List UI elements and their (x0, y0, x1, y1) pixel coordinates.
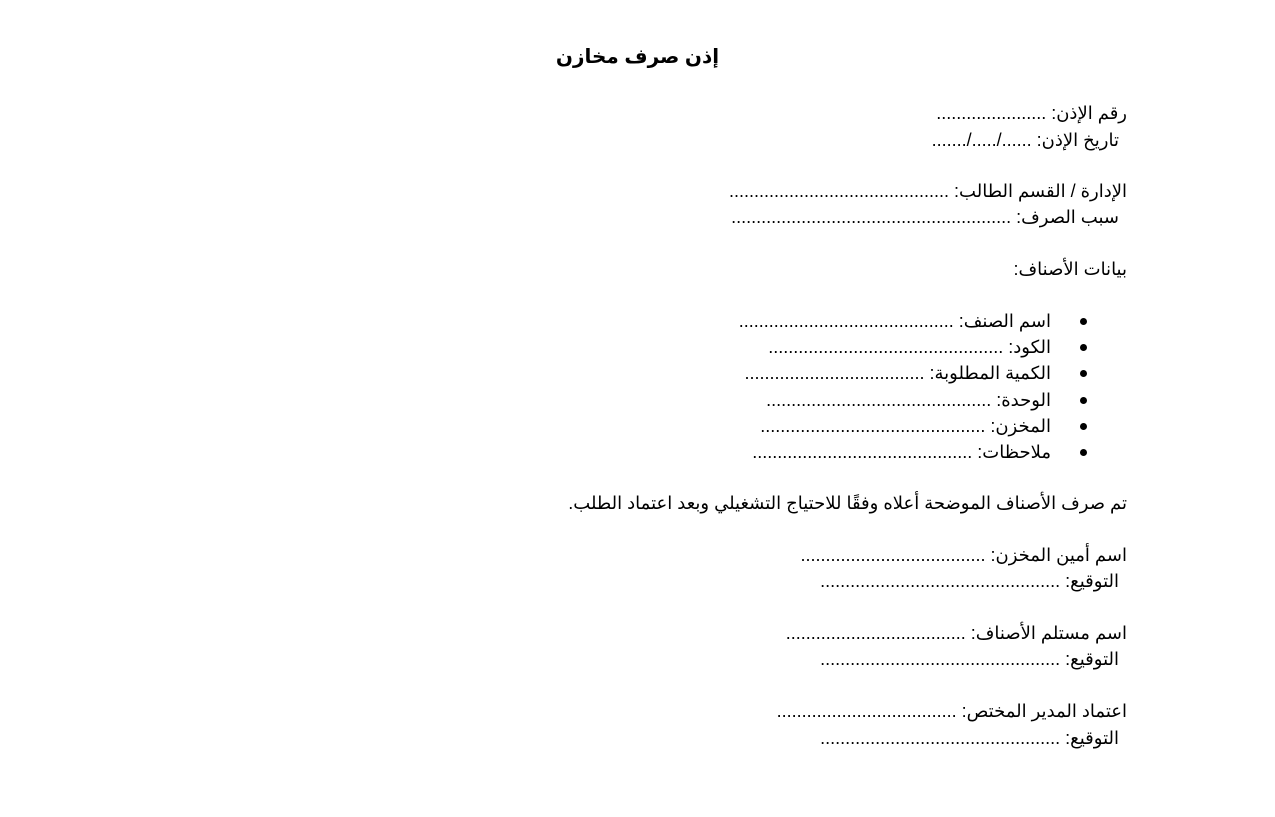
permit-number-field: رقم الإذن: ...................... (936, 103, 1127, 123)
page-title: إذن صرف مخازن (555, 46, 720, 68)
bullet-icon (1080, 370, 1087, 377)
item-code-field: الكود: ............................................... (768, 337, 1051, 357)
item-quantity-field: الكمية المطلوبة: .................................... (744, 363, 1051, 383)
item-unit-field: الوحدة: ............................................. (766, 390, 1051, 410)
dispatch-statement: تم صرف الأصناف الموضحة أعلاه وفقًا للاحتياج التشغيلي وبعد اعتماد الطلب. (568, 493, 1127, 513)
item-notes-field: ملاحظات: ............................................ (752, 442, 1051, 462)
permit-date-field: تاريخ الإذن: ....../...../....... (931, 130, 1119, 150)
bullet-icon (1080, 397, 1087, 404)
requesting-department-field: الإدارة / القسم الطالب: ............................................ (729, 181, 1127, 201)
receiver-name-field: اسم مستلم الأصناف: .................................... (785, 623, 1127, 643)
bullet-icon (1080, 344, 1087, 351)
bullet-icon (1080, 449, 1087, 456)
item-name-field: اسم الصنف: ........................................... (738, 311, 1051, 331)
bullet-icon (1080, 423, 1087, 430)
storekeeper-signature-field: التوقيع: ................................................ (820, 571, 1119, 591)
reason-field: سبب الصرف: ........................................................ (731, 207, 1119, 227)
receiver-signature-field: التوقيع: ................................................ (820, 649, 1119, 669)
manager-approval-field: اعتماد المدير المختص: .................................... (776, 701, 1127, 721)
item-warehouse-field: المخزن: ............................................. (760, 416, 1051, 436)
storekeeper-name-field: اسم أمين المخزن: ..................................... (800, 545, 1127, 565)
manager-signature-field: التوقيع: ................................................ (820, 728, 1119, 748)
bullet-icon (1080, 318, 1087, 325)
items-heading: بيانات الأصناف: (1013, 259, 1127, 279)
